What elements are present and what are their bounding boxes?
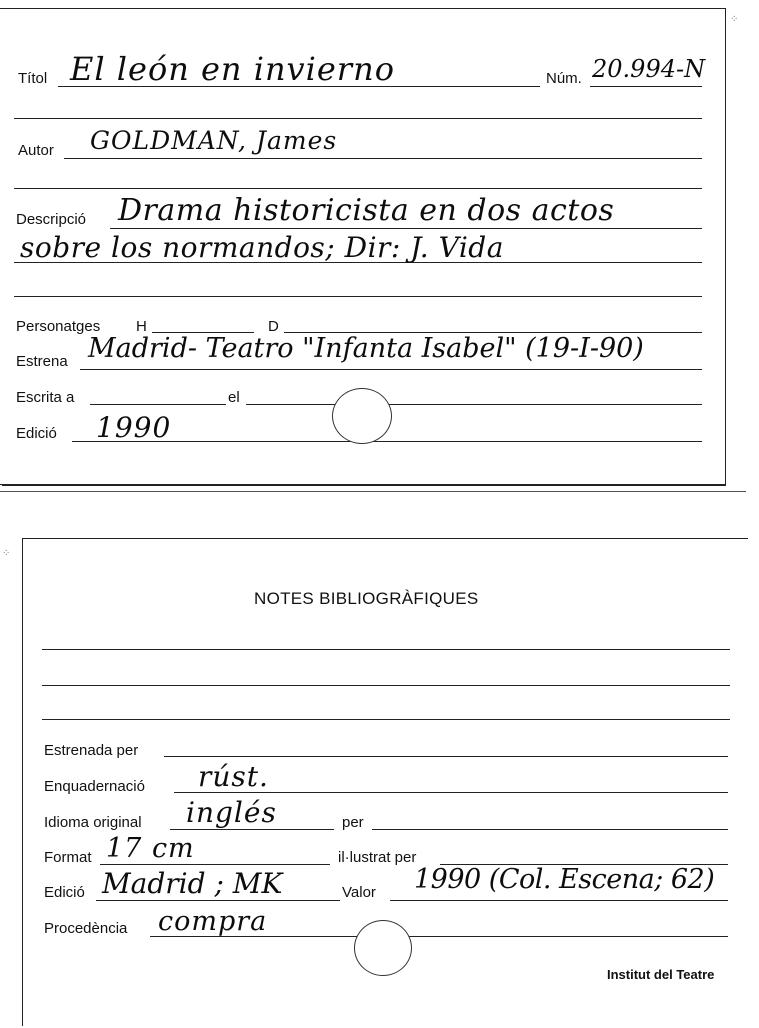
rule-3 bbox=[14, 296, 702, 297]
edicio2-line bbox=[96, 900, 340, 901]
valor-label: Valor bbox=[342, 884, 376, 901]
descripcio-value-1: Drama historicista en dos actos bbox=[118, 193, 615, 228]
illustrat-per-label: il·lustrat per bbox=[338, 849, 417, 866]
notes-heading: NOTES BIBLIOGRÀFIQUES bbox=[254, 589, 479, 608]
enquadernacio-value: rúst. bbox=[198, 760, 269, 793]
idioma-original-value: inglés bbox=[186, 796, 277, 829]
scan-noise: ⁘ bbox=[730, 14, 739, 25]
idioma-original-line bbox=[170, 829, 334, 830]
autor-line bbox=[64, 158, 702, 159]
personatges-label: Personatges bbox=[16, 318, 101, 335]
titol-label: Títol bbox=[18, 70, 48, 87]
rule-2 bbox=[14, 188, 702, 189]
format-value: 17 cm bbox=[106, 833, 195, 864]
autor-label: Autor bbox=[18, 142, 54, 159]
idioma-original-label: Idioma original bbox=[44, 814, 142, 831]
num-line bbox=[590, 86, 702, 87]
descripcio-label: Descripció bbox=[16, 211, 87, 228]
num-value: 20.994-N bbox=[592, 55, 706, 83]
procedencia-label: Procedència bbox=[44, 920, 128, 937]
escrita-a-line bbox=[90, 404, 226, 405]
h-label: H bbox=[136, 318, 147, 335]
notes-rule-3 bbox=[42, 719, 730, 720]
estrena-line bbox=[80, 369, 702, 370]
notes-rule-2 bbox=[42, 685, 730, 686]
institution-footer: Institut del Teatre bbox=[607, 967, 715, 982]
card-separator bbox=[0, 491, 746, 492]
card1-bottom-edge bbox=[0, 484, 726, 485]
escrita-a-label: Escrita a bbox=[16, 389, 75, 406]
scan-noise-left: ⁘ bbox=[2, 548, 11, 559]
estrenada-per-line bbox=[164, 756, 728, 757]
per-label: per bbox=[342, 814, 364, 831]
edicio-label: Edició bbox=[16, 425, 57, 442]
per-line bbox=[372, 829, 728, 830]
procedencia-value: compra bbox=[158, 906, 268, 937]
valor-value: 1990 (Col. Escena; 62) bbox=[414, 864, 715, 895]
titol-value: El león en invierno bbox=[70, 50, 395, 88]
estrena-label: Estrena bbox=[16, 353, 68, 370]
format-label: Format bbox=[44, 849, 92, 866]
rule-1 bbox=[14, 118, 702, 119]
d-label: D bbox=[268, 318, 279, 335]
card1-top-edge bbox=[0, 8, 726, 9]
enquadernacio-label: Enquadernació bbox=[44, 778, 145, 795]
valor-line bbox=[390, 900, 728, 901]
edicio2-value: Madrid ; MK bbox=[102, 867, 283, 900]
descripcio-value-2: sobre los normandos; Dir: J. Vida bbox=[20, 231, 504, 264]
el-label: el bbox=[228, 389, 240, 406]
descripcio-line-1 bbox=[110, 228, 702, 229]
estrena-value: Madrid- Teatro "Infanta Isabel" (19-I-90) bbox=[88, 333, 644, 364]
punch-hole bbox=[332, 388, 392, 444]
autor-value: GOLDMAN, James bbox=[90, 126, 338, 155]
num-label: Núm. bbox=[546, 70, 582, 87]
edicio-value: 1990 bbox=[96, 411, 172, 444]
el-line bbox=[246, 404, 702, 405]
notes-rule-1 bbox=[42, 649, 730, 650]
format-line bbox=[100, 864, 330, 865]
estrenada-per-label: Estrenada per bbox=[44, 742, 139, 759]
edicio2-label: Edició bbox=[44, 884, 85, 901]
punch-hole-2 bbox=[354, 920, 412, 976]
